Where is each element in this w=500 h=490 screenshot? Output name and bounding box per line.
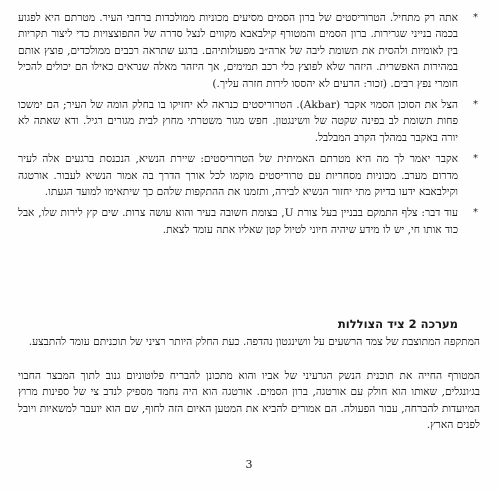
bullet-item [18,151,480,200]
bullet-text: הצל את הסוכן הסמוי אקבר (Akbar). הטרוריסטים כנראה לא יחזיקו בו בחלק הומה של העיר; הם ימשכו פחות תשומת לב בפינה שקטה של וושינגטון. חפש מגור משטרתי מחוץ לבית מגורים רגיל. ודא שאתה לא יורה באקבר במהלך הקרב המבלבל. [18,99,458,144]
bullet-marker: * [473,207,478,219]
bullet-text: עוד דבר: צלף התמקם בבניין בעל צורת U, בצומת חשובה בעיר והוא עושה צרות. שים קץ לירות שלו, אבל כוד אותו חי, יש לו מידע שיהיה חיוני לטיול קטן שאליו אתה עומד לצאת. [18,207,458,236]
bullet-item [18,205,480,238]
bullet-marker: * [473,153,478,165]
bullet-marker: * [473,99,478,111]
document-page [18,0,480,490]
bullet-list [18,10,480,243]
bullet-item [18,10,480,92]
section-intro: המתקפה המתוצבת של צמד הרשעים על וושינגטון נהדפה. כעת החלק היותר רציני של תוכניתם עומד להתבצע. [28,336,480,348]
page-number: 3 [245,458,253,471]
bullet-text: אתה רק מתחיל. הטרוריסטים של ברון הסמים מסיעים מכוניות ממולכדות ברחבי העיר. מטרתם היא לפגוע בכמה בנייני שגרירות. ברון הסמים והמטורף קילבאבא מקווים לנצל סדרה של התפוצצויות כדי ליצור תקריות בין לאומיות ולהסית את תשומת ליבה של ארה״ב מפעולותיהם. ברגע שתראה רכבים ממולכדים, פוצץ אותם במהירות האפשרית. היזהר שלא לפוצץ כלי רכב תמימים, אך היזהר מאלה שנראים כאילו הם יכולים להכיל חומרי נפץ רבים. (זכור: הרעים לא יהססו לירות חזרה עליך.) [18,12,458,90]
bullet-marker: * [473,12,478,23]
section-body: המטורף החייה את תוכנית הנשק הגרעיני של אביו והוא מתכונן להבריח פלוטוניום גנוב לתוך המבצר החבוי בג׳ונגלים, שאותו הוא חולק עם אורטגה, ברון הסמים. אורטגה הוא היה נחמד מספיק לנדב צי של ספינות מרוץ המיועדות להברחה, עבור הפעולה. הם אמורים להביא את המטען האיום הזה לחוף, שם הוא יועבר למשאיות ויובל לפנים הארץ. [18,370,480,432]
bullet-item [18,97,480,146]
section-heading: מערכה 2 ציד הצוללות [337,317,458,331]
bullet-text: אקבר יאמר לך מה היא מטרתם האמיתית של הטרוריסטים: שיירת הנשיא, הנכנסת ברגעים אלה לעיר מדרום מערב. מכוניות מסחריות עם טרוריסטים מוקמו לכל אורך הדרך בה אמור הנשיא לעבור. אורטגה וקילבאבא ידעו בדיוק מתי יחזור הנשיא לבירה, ותזמנו את ההתקפות שלהם כך שיתאימו למועד הגעתו. [18,153,458,199]
